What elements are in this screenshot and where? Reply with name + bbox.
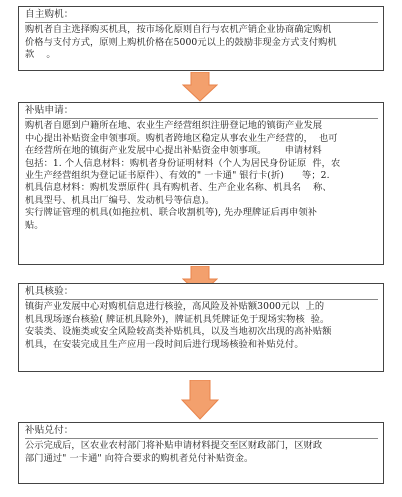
step-text-line: 实行牌证管理的机具(如拖拉机、联合收割机等), 先办理牌证后再申领补	[25, 207, 318, 219]
step-text-line: 购机者自愿到户籍所在地、农业生产经营组织注册登记地的镇街产业发展	[25, 120, 323, 132]
step-title: 自主购机：	[25, 9, 378, 23]
step-text-line: 安装类、设施类或安全风险较高类补贴机具，以及当地初次出现的高补贴额	[25, 326, 332, 338]
step-text-line: 价格与支付方式，原则上购机价格在5000元以上的鼓励非现金方式支付购机	[25, 36, 337, 48]
step-text-line: 公示完成后，区农业农村部门将补贴申请材料提交至区财政部门，区财政	[25, 440, 323, 452]
step-text-line: 包括：1. 个人信息材料：购机者身份证明材料（个人为居民身份证原 件，农	[25, 157, 341, 169]
step-text-line: 在经营所在地的镇街产业发展中心提出补贴资金申领事项。 申请材料	[25, 145, 322, 157]
step-text-line: 贴。	[25, 219, 44, 231]
step-text-line: 部门通过" 一卡通" 向符合要求的购机者兑付补贴资金。	[25, 452, 254, 464]
down-arrow	[181, 380, 219, 420]
step-title: 机具核验：	[25, 286, 378, 300]
down-arrow	[182, 72, 218, 102]
step-text-line: 购机者自主选择购买机具，按市场化原则自行与农机产销企业协商确定购机	[25, 24, 332, 36]
step-text-line: 机具型号、机具出厂编号、发动机号等信息)。	[25, 194, 215, 206]
step-text-line: 款 。	[25, 49, 56, 61]
step-title: 补贴兑付：	[25, 425, 378, 439]
step-text-line: 业生产经营组织为登记证书原件）、有效的" 一卡通" 银行卡(折) 等；2.	[25, 170, 330, 182]
step-title: 补贴申请：	[25, 105, 378, 119]
step-box-payment	[18, 422, 384, 484]
step-box-verification	[18, 283, 384, 372]
step-text-line: 机具现场逐台核验( 牌证机具除外)，牌证机具凭牌证免于现场实物核 验。	[25, 313, 330, 325]
step-text-line: 镇街产业发展中心对购机信息进行核验，高风险及补贴额3000元以 上的	[25, 301, 325, 313]
step-text-line: 机具，在安装完成且生产应用一段时间后进行现场核验和补贴兑付。	[25, 338, 304, 350]
step-text-line: 机具信息材料：购机发票原件( 具有购机者、生产企业名称、机具名 称、	[25, 182, 332, 194]
step-box-purchase	[18, 6, 384, 71]
step-text-line: 中心提出补贴资金申领事项。购机者跨地区稳定从事农业生产经营的， 也可	[25, 132, 338, 144]
step-box-application	[18, 102, 384, 265]
